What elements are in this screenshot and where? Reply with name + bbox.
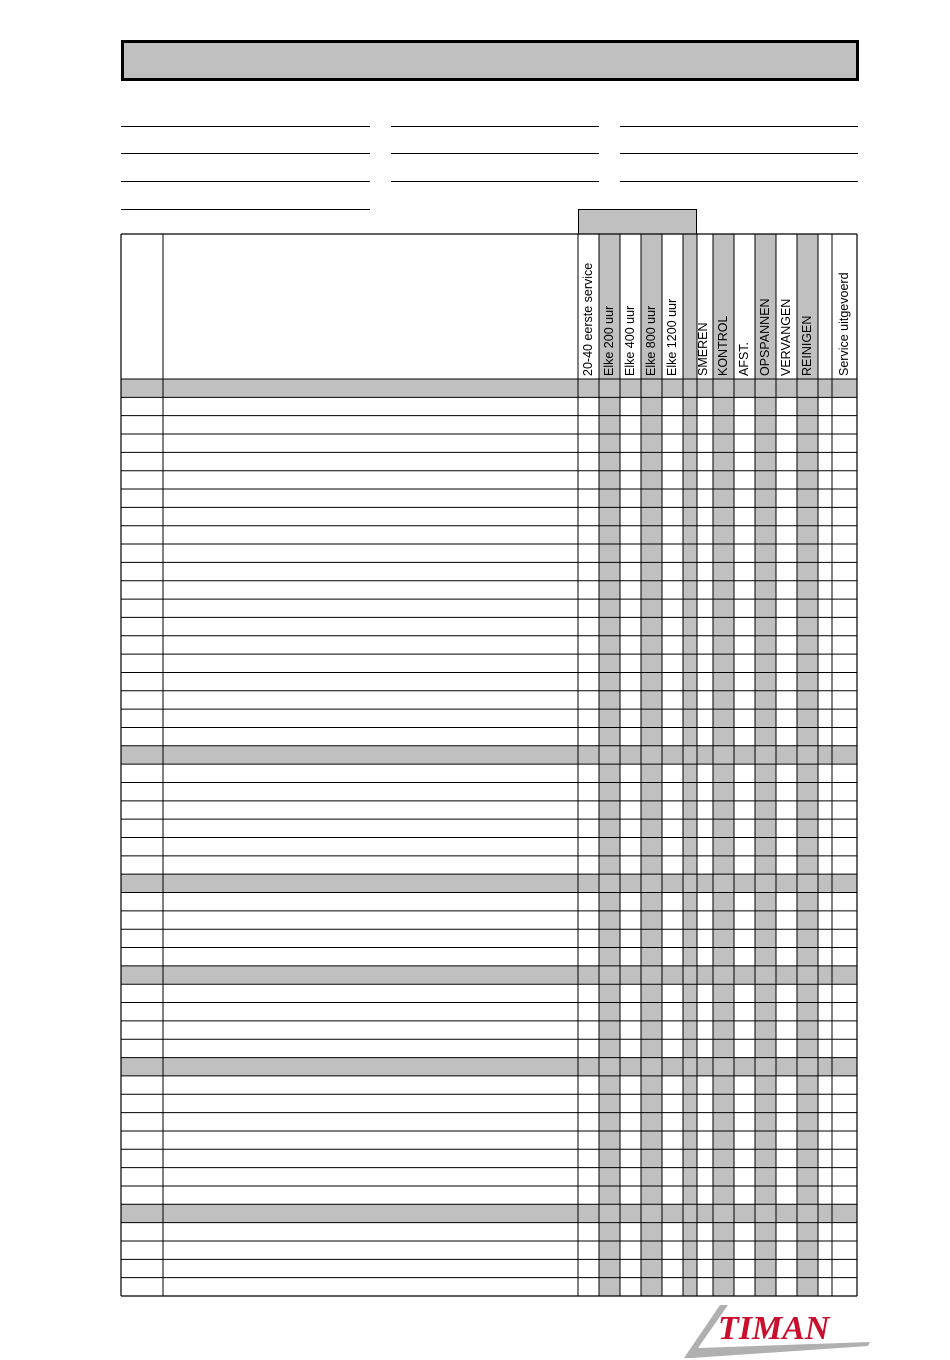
col-header-1200h: Elke 1200 uur xyxy=(665,298,679,376)
col-header-first-service: 20-40 eerste service xyxy=(581,262,595,376)
col-header-vervangen: VERVANGEN xyxy=(779,298,793,376)
col-header-200h: Elke 200 uur xyxy=(602,305,616,376)
col-header-service-done: Service uitgevoerd xyxy=(837,272,851,376)
col-header-400h: Elke 400 uur xyxy=(623,305,637,376)
col-header-opspannen: OPSPANNEN xyxy=(758,298,772,376)
timan-logo xyxy=(680,1300,880,1360)
logo-text: TIMAN xyxy=(718,1310,830,1347)
col-header-reinigen: REINIGEN xyxy=(800,315,814,376)
col-header-kontrol: KONTROL xyxy=(716,315,730,376)
col-header-800h: Elke 800 uur xyxy=(644,305,658,376)
col-header-smeren: SMEREN xyxy=(696,322,710,376)
col-header-afst: AFST. xyxy=(737,341,751,376)
